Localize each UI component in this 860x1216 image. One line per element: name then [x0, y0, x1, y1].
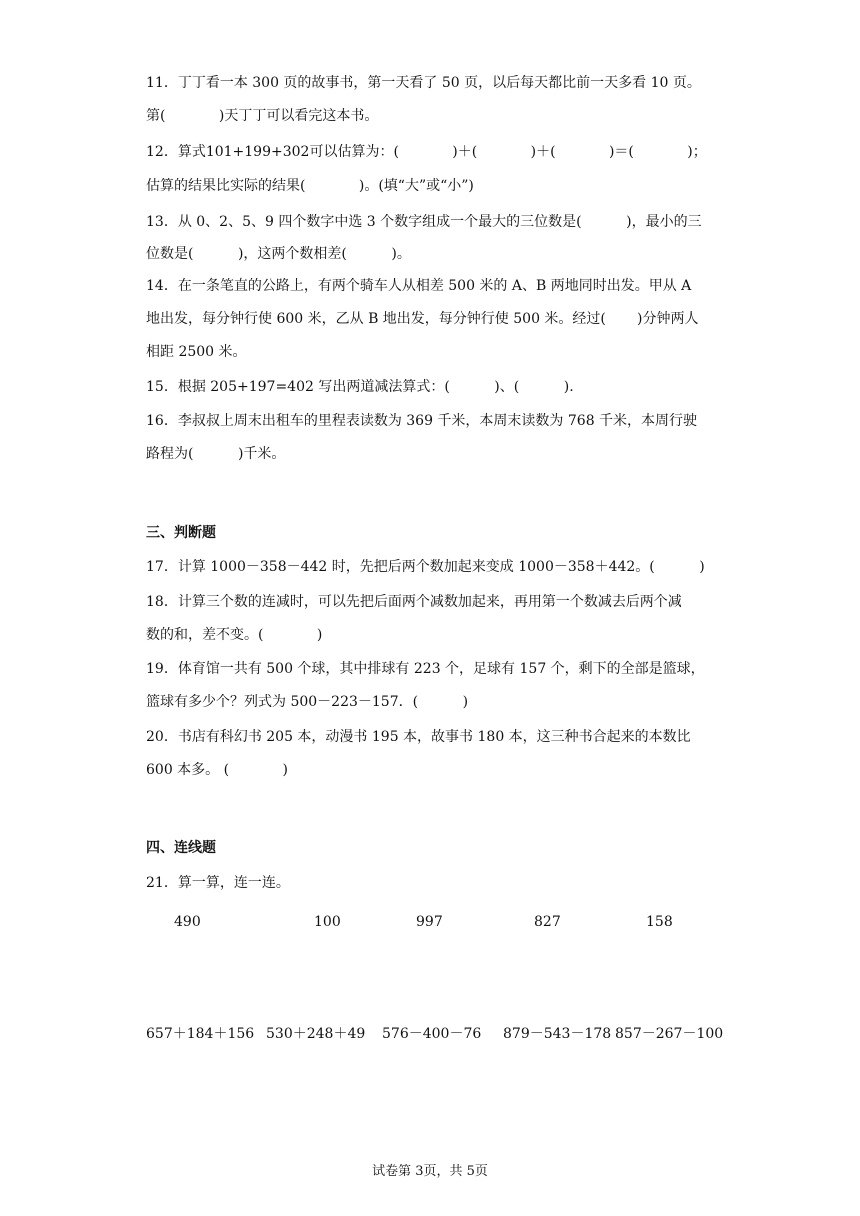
q11-line1: 11．丁丁看一本 300 页的故事书，第一天看了 50 页，以后每天都比前一天多看 10 页。 [146, 75, 701, 91]
q20-line2: 600 本多。 ( ) [146, 762, 288, 778]
q13-line2: 位数是( )，这两个数相差( )。 [146, 246, 411, 262]
section4-heading: 四、连线题 [146, 840, 216, 856]
q11-line2: 第( )天丁丁可以看完这本书。 [146, 108, 379, 124]
q13-line1: 13．从 0、2、5、9 四个数字中选 3 个数字组成一个最大的三位数是( )，最小的三 [146, 214, 702, 230]
q14-line3: 相距 2500 米。 [146, 344, 247, 360]
q14-line1: 14．在一条笔直的公路上，有两个骑车人从相差 500 米的 A、B 两地同时出发。甲从 A [146, 278, 692, 294]
match-expression[interactable]: 576－400－76 [382, 1026, 482, 1042]
match-expression[interactable]: 530＋248＋49 [266, 1026, 366, 1042]
q16-line2: 路程为( )千米。 [146, 446, 286, 462]
q19-line2: 篮球有多少个？列式为 500－223－157．( ) [146, 694, 469, 710]
q15-line1: 15．根据 205+197=402 写出两道减法算式：( )、( ). [146, 379, 574, 395]
q16-line1: 16．李叔叔上周末出租车的里程表读数为 369 千米，本周末读数为 768 千米，本周行驶 [146, 413, 698, 429]
page-footer: 试卷第 3页，共 5页 [372, 1164, 488, 1179]
match-number[interactable]: 827 [534, 914, 561, 930]
section3-heading: 三、判断题 [146, 525, 216, 541]
q19-line1: 19．体育馆一共有 500 个球，其中排球有 223 个，足球有 157 个，剩下的全部是篮球， [146, 661, 705, 677]
q21-prompt: 21．算一算，连一连。 [146, 875, 290, 891]
q17-line1: 17．计算 1000－358－442 时，先把后两个数加起来变成 1000－358＋442。( ) [146, 559, 705, 575]
match-number[interactable]: 158 [646, 914, 673, 930]
match-number[interactable]: 490 [174, 914, 201, 930]
match-number[interactable]: 997 [416, 914, 443, 930]
q12-line2: 估算的结果比实际的结果( )。(填“大”或“小”) [146, 178, 474, 194]
q20-line1: 20．书店有科幻书 205 本，动漫书 195 本，故事书 180 本，这三种书合起来的本数比 [146, 729, 691, 745]
q14-line2: 地出发，每分钟行使 600 米，乙从 B 地出发，每分钟行使 500 米。经过( )分钟两人 [146, 311, 699, 327]
q18-line1: 18．计算三个数的连减时，可以先把后面两个减数加起来，再用第一个数减去后两个减 [146, 594, 682, 610]
q18-line2: 数的和，差不变。( ) [146, 627, 323, 643]
match-expression[interactable]: 657＋184＋156 [146, 1026, 255, 1042]
q12-line1: 12．算式101+199+302可以估算为：( )＋( )＋( )＝( )； [146, 144, 707, 160]
match-expression[interactable]: 857－267－100 [615, 1026, 724, 1042]
match-expression[interactable]: 879－543－178 [503, 1026, 612, 1042]
match-number[interactable]: 100 [314, 914, 341, 930]
